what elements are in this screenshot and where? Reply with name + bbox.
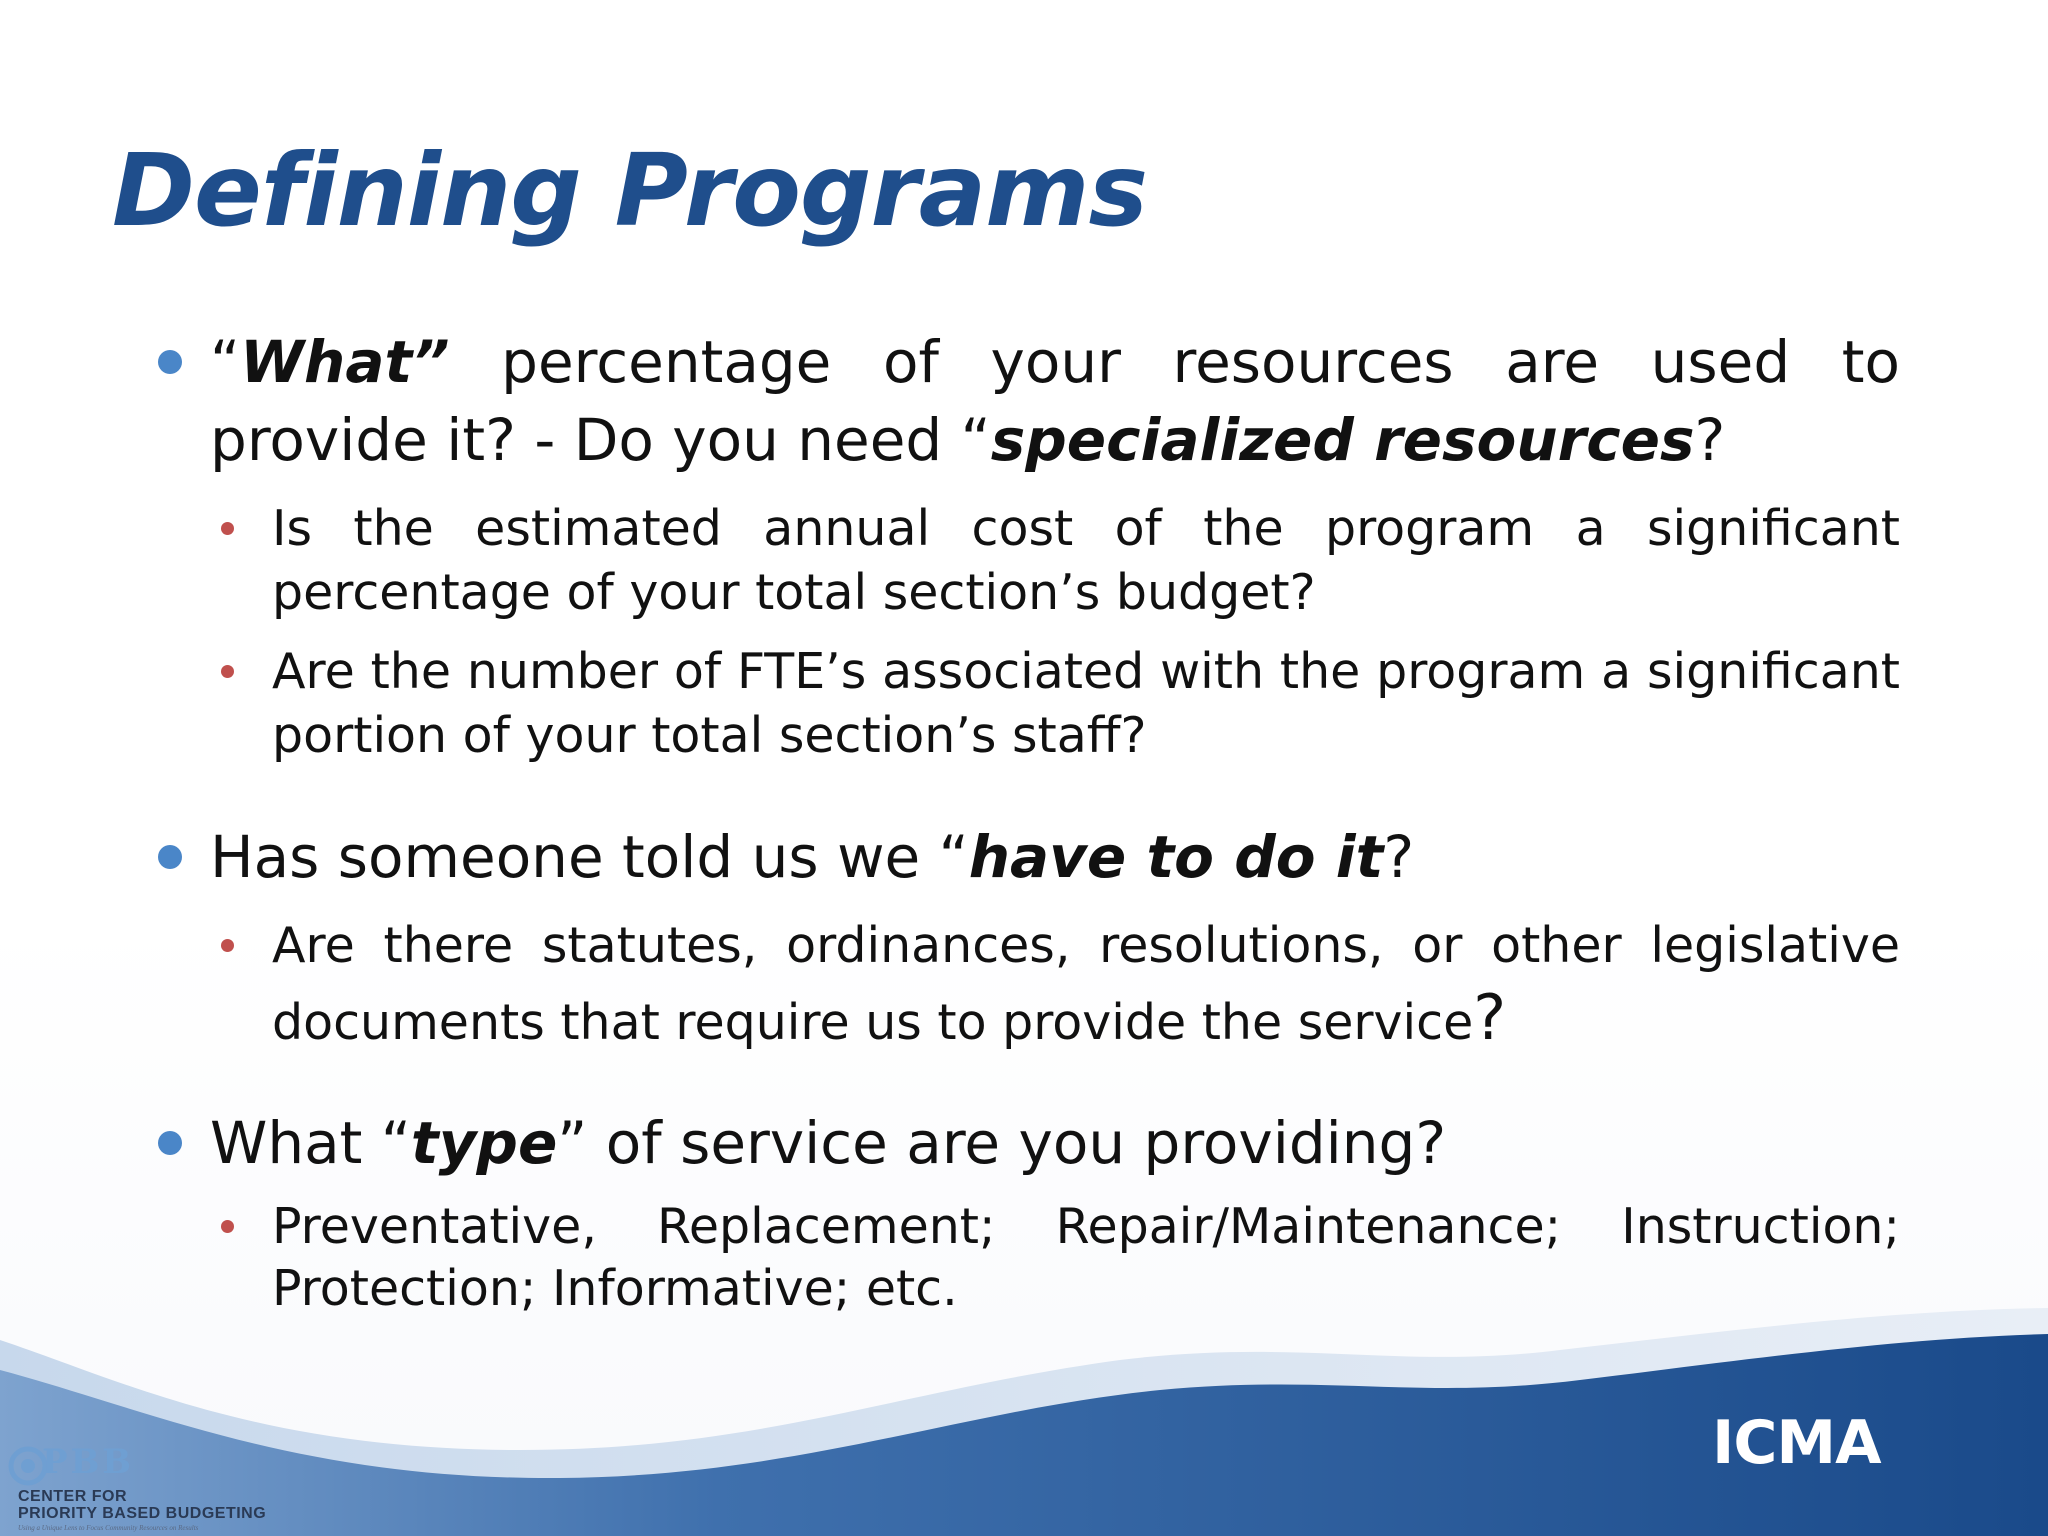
emphasis-what: What” (240, 328, 450, 396)
sub-bullet-dot-icon (221, 939, 234, 952)
bullet-dot-icon (158, 350, 182, 374)
sub-bullet-text: Are the number of FTE’s associated with the program a significant portion of your total section’s staff? (272, 643, 1900, 764)
open-quote: “ (210, 328, 241, 396)
sub-bullet-statutes (272, 910, 1900, 1059)
sub-bullet-annual-cost (272, 497, 1900, 625)
sub-bullet-text: Is the estimated annual cost of the program a significant percentage of your total section’s budget? (272, 500, 1900, 621)
emphasis-have-to-do-it: have to do it (968, 823, 1384, 891)
pbb-logo (8, 1438, 268, 1534)
emphasis-specialized-resources: specialized resources (990, 406, 1695, 474)
pbb-letters: PBB (42, 1442, 135, 1482)
bullet-service-type (210, 1104, 1900, 1182)
bullet-text: percentage of your resources are used to provide it? - Do you need “ (210, 328, 1900, 474)
bullet-have-to-do-it (210, 818, 1900, 896)
bullet-text: Has someone told us we “ (210, 823, 969, 891)
sub-bullet-dot-icon (221, 1220, 234, 1233)
sub-bullet-text: Preventative, Replacement; Repair/Maintenance; Instruction; Protection; Informative; etc. (272, 1198, 1900, 1317)
icma-logo: ICMA (1712, 1408, 1881, 1478)
sub-bullet-dot-icon (221, 665, 234, 678)
sub-bullet-fte (272, 640, 1900, 768)
slide-title: Defining Programs (112, 132, 1148, 249)
pbb-line2: PRIORITY BASED BUDGETING (18, 1505, 267, 1522)
bullet-text: What “ (210, 1109, 411, 1177)
bullet-end: ? (1694, 406, 1726, 474)
sub-bullet-dot-icon (221, 522, 234, 535)
pbb-line1: CENTER FOR (18, 1488, 127, 1505)
emphasis-type: type (410, 1109, 558, 1177)
bullet-dot-icon (158, 1131, 182, 1155)
sub-bullet-text: Are there statutes, ordinances, resolutions, or other legislative documents that require us to provide the service (272, 917, 1900, 1051)
bullet-dot-icon (158, 845, 182, 869)
bullet-what-resources (210, 323, 1900, 479)
bullet-end: ? (1383, 823, 1415, 891)
bullet-end: ” of service are you providing? (557, 1109, 1447, 1177)
pbb-tagline: Using a Unique Lens to Focus Community Resources on Results (18, 1524, 199, 1532)
sub-bullet-end: ? (1473, 981, 1507, 1054)
